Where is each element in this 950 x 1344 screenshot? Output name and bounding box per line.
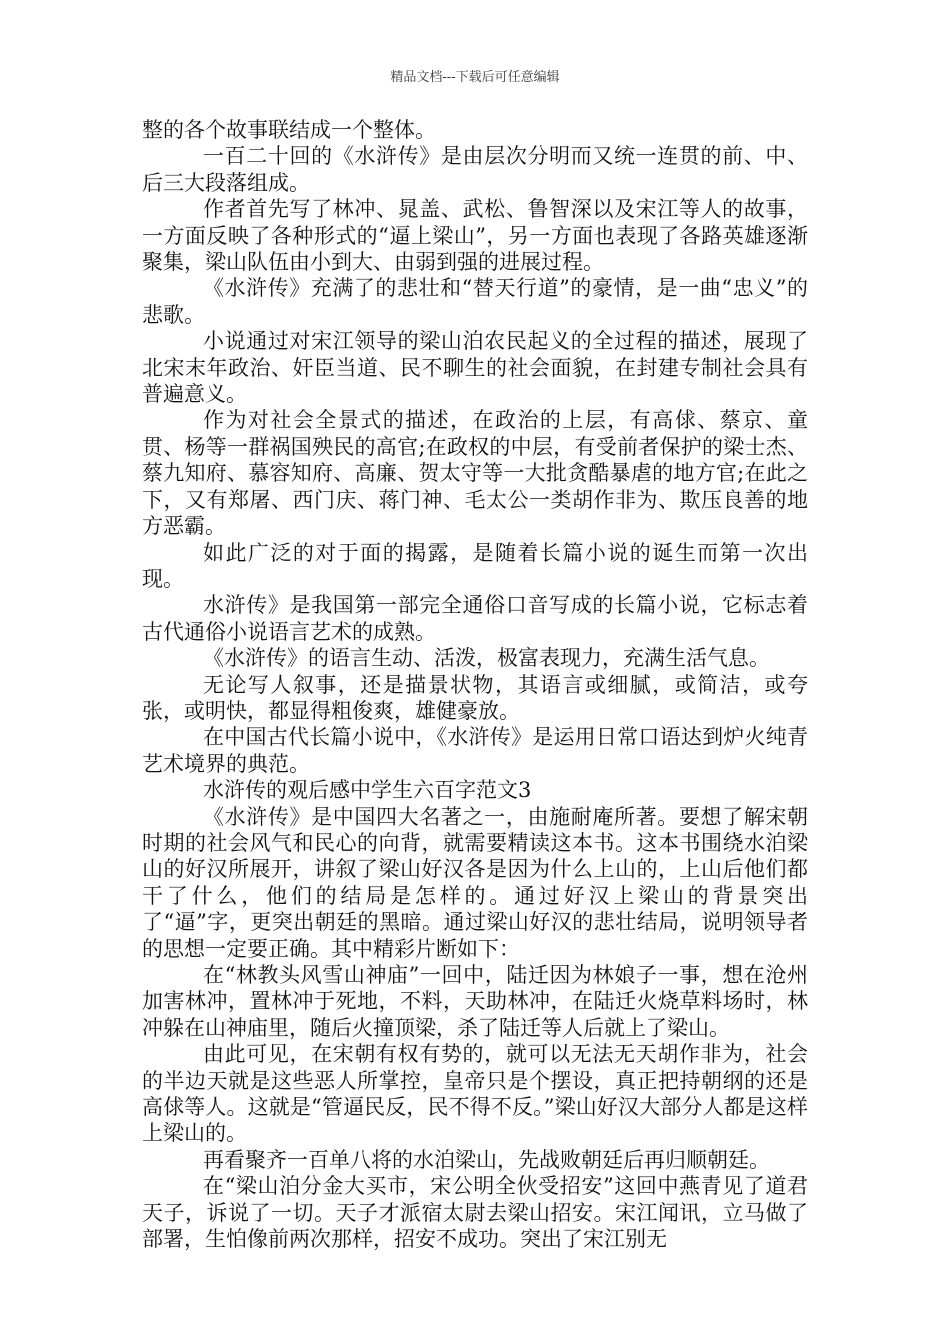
paragraph: 在“梁山泊分金大买市，宋公明全伙受招安”这回中燕青见了道君天子，诉说了一切。天子才派宿太尉去梁山招安。宋江闻讯，立马做了部署，生怕像前两次那样，招安不成功。突出了宋江别无 <box>142 1174 808 1252</box>
page-header: 精品文档---下载后可任意编辑 <box>390 70 560 85</box>
document-body <box>142 117 808 1252</box>
paragraph: 水浒传》是我国第一部完全通俗口音写成的长篇小说，它标志着古代通俗小说语言艺术的成熟。 <box>142 593 808 644</box>
paragraph: 在中国古代长篇小说中，《水浒传》是运用日常口语达到炉火纯青艺术境界的典范。 <box>142 725 808 776</box>
paragraph: 如此广泛的对于面的揭露，是随着长篇小说的诞生而第一次出现。 <box>142 540 808 591</box>
paragraph: 小说通过对宋江领导的梁山泊农民起义的全过程的描述，展现了北宋末年政治、奸臣当道、民不聊生的社会面貌，在封建专制社会具有普遍意义。 <box>142 329 808 407</box>
paragraph: 作为对社会全景式的描述，在政治的上层，有高俅、蔡京、童贯、杨等一群祸国殃民的高官;在政权的中层，有受前者保护的梁士杰、蔡九知府、慕容知府、高廉、贺太守等一大批贪酷暴虐的地方官;在此之下，又有郑屠、西门庆、蒋门神、毛太公一类胡作非为、欺压良善的地方恶霸。 <box>142 408 808 539</box>
paragraph: 无论写人叙事，还是描景状物，其语言或细腻，或简洁，或夸张，或明快，都显得粗俊爽，雄健豪放。 <box>142 672 808 723</box>
paragraph: 在“林教头风雪山神庙”一回中，陆迁因为林娘子一事，想在沧州加害林冲，置林冲于死地，不料，天助林冲，在陆迁火烧草料场时，林冲躲在山神庙里，随后火撞顶梁，杀了陆迁等人后就上了梁山。 <box>142 963 808 1040</box>
paragraph: 由此可见，在宋朝有权有势的，就可以无法无天胡作非为，社会的半边天就是这些恶人所掌控，皇帝只是个摆设，真正把持朝纲的还是高俅等人。这就是“管逼民反，民不得不反。”梁山好汉大部分人都是这样上梁山的。 <box>142 1042 808 1146</box>
paragraph: 水浒传的观后感中学生六百字范文3 <box>203 778 532 803</box>
paragraph: 一百二十回的《水浒传》是由层次分明而又统一连贯的前、中、后三大段落组成。 <box>142 144 808 195</box>
paragraph: 《水浒传》充满了的悲壮和“替天行道”的豪情，是一曲“忠义”的悲歌。 <box>142 276 808 327</box>
paragraph: 再看聚齐一百单八将的水泊梁山，先战败朝廷后再归顺朝廷。 <box>203 1147 770 1172</box>
paragraph: 《水浒传》是中国四大名著之一，由施耐庵所著。要想了解宋朝时期的社会风气和民心的向背，就需要精读这本书。这本书围绕水泊梁山的好汉所展开，讲叙了梁山好汉各是因为什么上山的，上山后他们都干了什么，他们的结局是怎样的。通过好汉上梁山的背景突出了“逼”字，更突出朝廷的黑暗。通过梁山好汉的悲壮结局，说明领导者的思想一定要正确。其中精彩片断如下： <box>142 804 808 961</box>
paragraph: 整的各个故事联结成一个整体。 <box>142 118 436 142</box>
paragraph: 《水浒传》的语言生动、活泼，极富表现力，充满生活气息。 <box>203 646 770 671</box>
paragraph: 作者首先写了林冲、晁盖、武松、鲁智深以及宋江等人的故事，一方面反映了各种形式的“逼上梁山”，另一方面也表现了各路英雄逐渐聚集，梁山队伍由小到大、由弱到强的进展过程。 <box>142 197 808 275</box>
